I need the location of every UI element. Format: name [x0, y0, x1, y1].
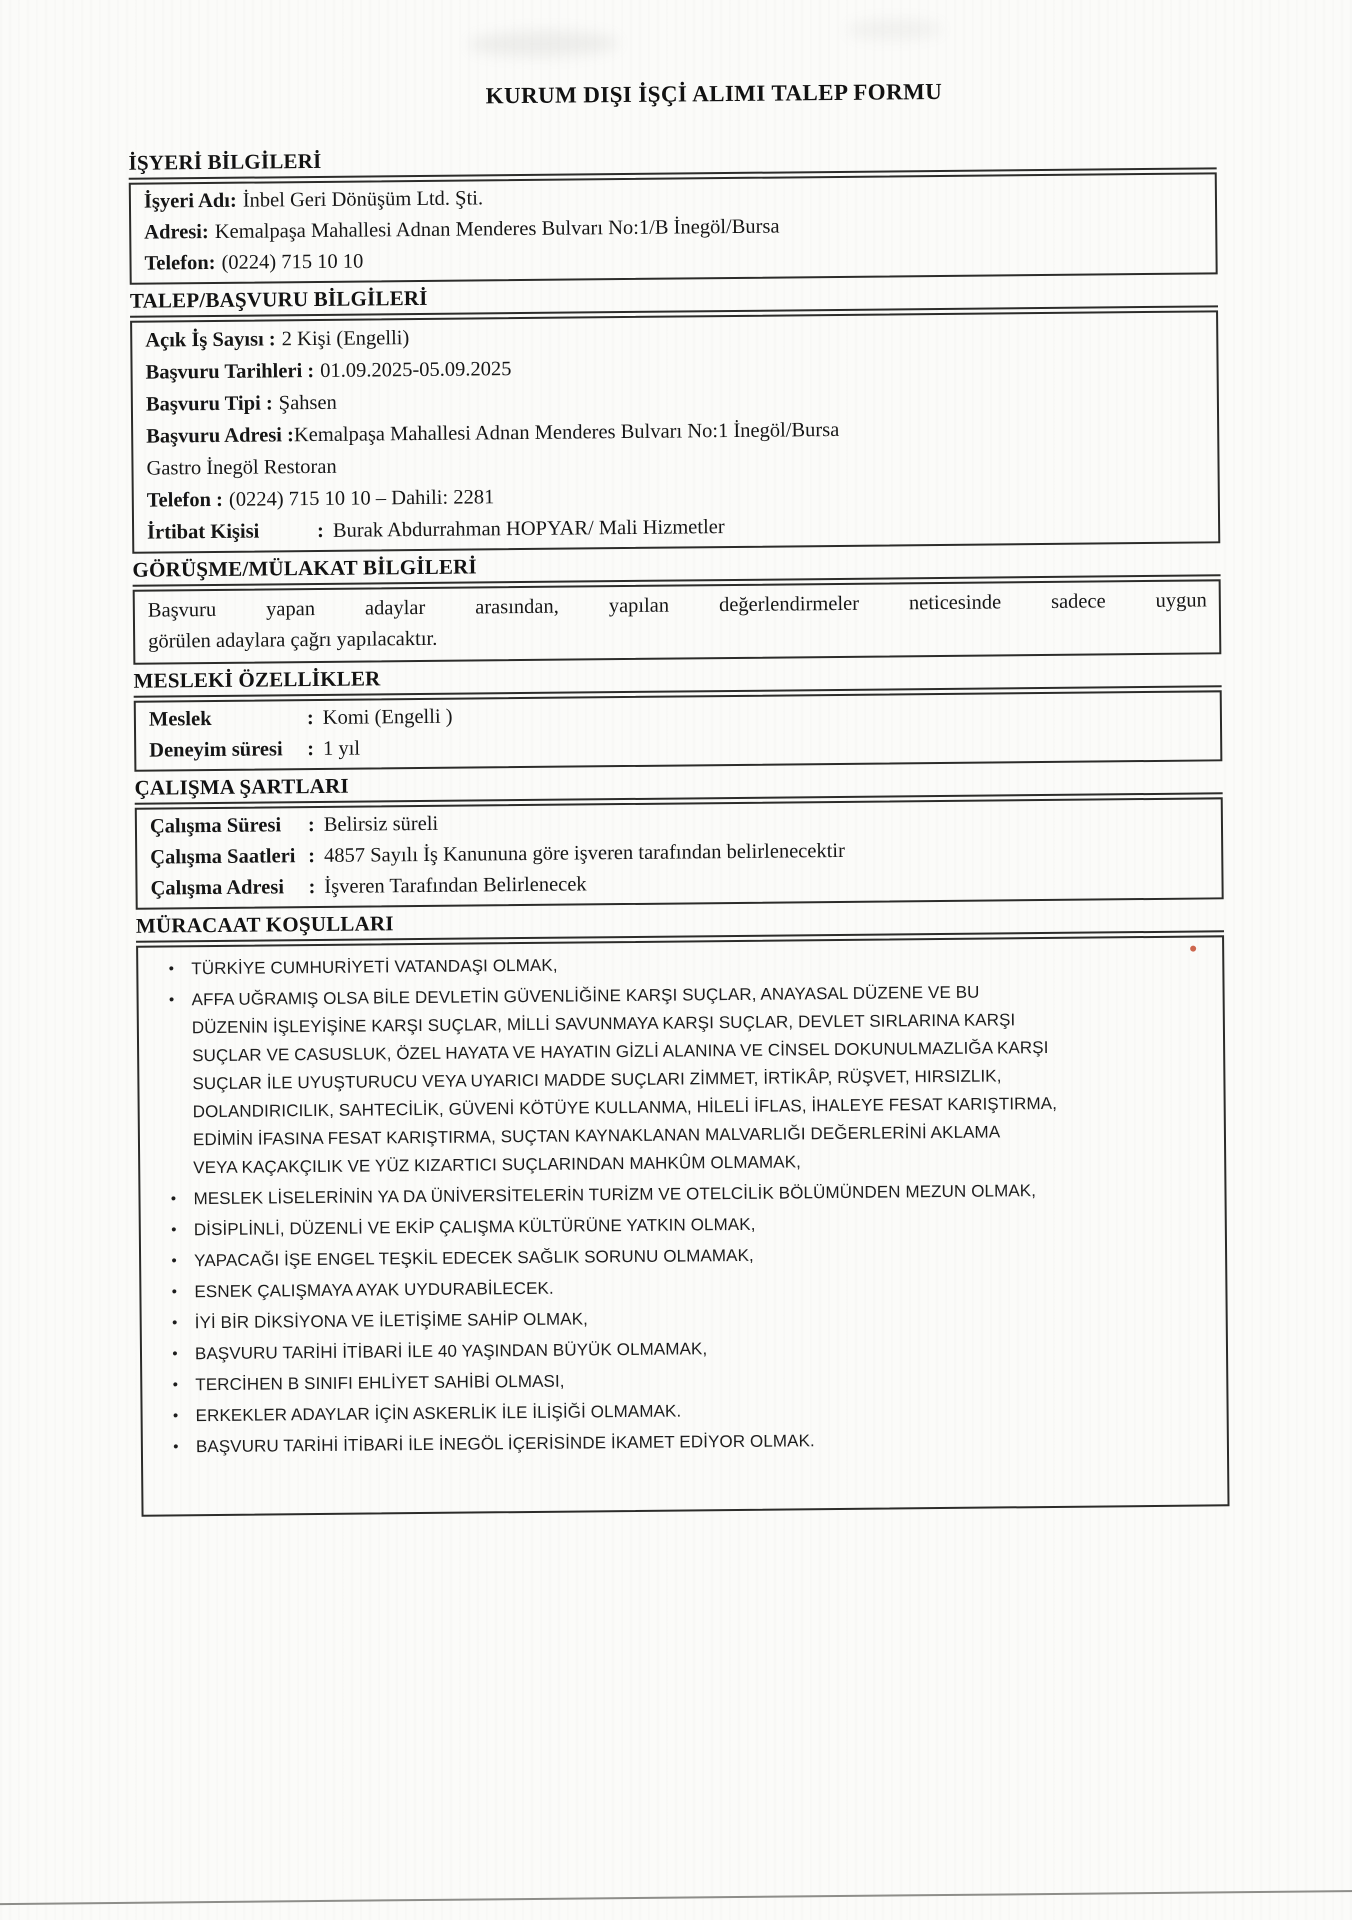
scan-smudge — [846, 19, 942, 40]
field-label: Deneyim süresi — [149, 738, 283, 762]
field-value: 2 Kişi (Engelli) — [281, 327, 410, 351]
field-value: (0224) 715 10 10 — [221, 250, 364, 274]
colon-separator: : — [317, 519, 325, 542]
field-label: Başvuru Adresi : — [146, 424, 295, 448]
list-item: • ESNEK ÇALIŞMAYA AYAK UYDURABİLECEK. — [154, 1268, 1213, 1306]
bullet-icon: • — [171, 1283, 178, 1301]
bullet-icon: • — [171, 1252, 177, 1270]
field-label: Çalışma Adresi — [150, 876, 285, 900]
field-label: Adresi: — [144, 221, 209, 244]
field-value: 01.09.2025-05.09.2025 — [320, 358, 512, 382]
field-label: İşyeri Adı: — [143, 189, 237, 213]
scan-smudge — [468, 30, 618, 57]
field-value: 1 yıl — [322, 737, 361, 760]
bullet-icon: • — [173, 1438, 179, 1456]
field-value: Komi (Engelli ) — [322, 705, 453, 729]
section-box-mesleki — [134, 690, 1223, 771]
page-scan-edge-line — [0, 1890, 1352, 1905]
bullet-icon: • — [168, 991, 175, 1009]
section-box-calisma — [135, 797, 1224, 909]
bullet-icon: • — [171, 1221, 177, 1239]
gorusme-text-line2: görülen adaylara çağrı yapılacaktır. — [148, 627, 438, 653]
colon-separator: : — [307, 738, 315, 761]
requirements-list — [151, 945, 1215, 1461]
field-value: Kemalpaşa Mahallesi Adnan Menderes Bulvarı No:1 İnegöl/Bursa — [293, 418, 840, 447]
section-heading-talep: TALEP/BAŞVURU BİLGİLERİ — [130, 278, 1218, 317]
colon-separator: : — [306, 707, 314, 730]
form-title: KURUM DIŞI İŞÇİ ALIMI TALEP FORMU — [485, 78, 943, 109]
section-box-talep — [130, 310, 1220, 553]
colon-separator: : — [307, 814, 315, 837]
list-item: • TERCİHEN B SINIFI EHLİYET SAHİBİ OLMASI, — [155, 1361, 1214, 1399]
list-item: • DİSİPLİNLİ, DÜZENLİ VE EKİP ÇALIŞMA KÜLTÜRÜNE YATKIN OLMAK, — [154, 1206, 1213, 1244]
field-label: Telefon : — [146, 488, 224, 512]
field-value: Kemalpaşa Mahallesi Adnan Menderes Bulvarı No:1/B İnegöl/Bursa — [214, 215, 780, 243]
bullet-icon: • — [170, 1190, 177, 1208]
section-box-muracaat — [136, 935, 1229, 1516]
list-item: • MESLEK LİSELERİNİN YA DA ÜNİVERSİTELERİN TURİZM VE OTELCİLİK BÖLÜMÜNDEN MEZUN OLMAK, — [153, 1175, 1212, 1213]
bullet-icon: • — [172, 1345, 178, 1363]
list-item: • ERKEKLER ADAYLAR İÇİN ASKERLİK İLE İLİŞİĞİ OLMAMAK. — [155, 1392, 1214, 1430]
field-value: (0224) 715 10 10 – Dahili: 2281 — [228, 486, 495, 511]
bullet-icon: • — [172, 1407, 179, 1425]
field-value: İnbel Geri Dönüşüm Ltd. Şti. — [242, 187, 484, 212]
bullet-icon: • — [171, 1314, 178, 1332]
section-heading-isyeri: İŞYERİ BİLGİLERİ — [128, 140, 1216, 179]
row-basvuru-adresi-devam: Gastro İnegöl Restoran — [146, 455, 337, 480]
list-item: • İYİ BİR DİKSİYONA VE İLETİŞİME SAHİP OLMAK, — [155, 1299, 1214, 1337]
field-label: Başvuru Tarihleri : — [145, 360, 315, 384]
field-label: Çalışma Süresi — [149, 814, 282, 838]
list-item: • YAPACAĞI İŞE ENGEL TEŞKİL EDECEK SAĞLIK SORUNU OLMAMAK, — [154, 1237, 1213, 1275]
gorusme-text-line1: Başvuru yapan adaylar arasından, yapılan değerlendirmeler neticesinde sadece uygun — [147, 589, 1207, 622]
field-label: İrtibat Kişisi — [147, 520, 260, 544]
list-item: • BAŞVURU TARİHİ İTİBARİ İLE İNEGÖL İÇERİSİNDE İKAMET EDİYOR OLMAK. — [156, 1423, 1215, 1461]
field-label: Başvuru Tipi : — [145, 392, 273, 416]
field-value: Belirsiz süreli — [323, 812, 439, 836]
section-heading-gorusme: GÖRÜŞME/MÜLAKAT BİLGİLERİ — [132, 547, 1220, 586]
field-label: Açık İş Sayısı : — [145, 328, 276, 352]
bullet-icon: • — [172, 1376, 179, 1394]
field-label: Meslek — [148, 708, 212, 731]
field-value: Burak Abdurrahman HOPYAR/ Mali Hizmetler — [332, 516, 725, 542]
list-item: • TÜRKİYE CUMHURİYETİ VATANDAŞI OLMAK, — [151, 945, 1210, 983]
section-box-isyeri — [129, 172, 1218, 284]
section-heading-calisma: ÇALIŞMA ŞARTLARI — [134, 765, 1222, 804]
field-label: Çalışma Saatleri — [150, 845, 296, 869]
section-heading-mesleki: MESLEKİ ÖZELLİKLER — [133, 658, 1221, 697]
field-value: İşveren Tarafından Belirlenecek — [324, 873, 587, 898]
form-content — [128, 74, 1230, 1516]
field-label: Telefon: — [144, 251, 216, 275]
scan-ink-dot — [1190, 946, 1196, 952]
list-item: • AFFA UĞRAMIŞ OLSA BİLE DEVLETİN GÜVENLİĞİNE KARŞI SUÇLAR, ANAYASAL DÜZENE VE BU DÜZENİN İŞLEYİŞİNE KARŞI SUÇLAR, MİLLİ SAVUNMAYA KARŞI SUÇLAR, DEVLET SIRLARINA KARŞI SUÇLAR VE CASUSLUK, ÖZEL HAYATA VE HAYATIN GİZLİ ALANINA VE CİNSEL DOKUNULMAZLIĞA KARŞI SUÇLAR İLE UYUŞTURUCU VEYA UYARICI MADDE SUÇLARI ZİMMET, İRTİKÂP, RÜŞVET, HIRSIZLIK, DOLANDIRICILIK, SAHTECİLİK, GÜVENİ KÖTÜYE KULLANMA, HİLELİ İFLAS, İHALEYE FESAT KARIŞTIRMA, EDİMİN İFASINA FESAT KARIŞTIRMA, SUÇTAN KAYNAKLANAN MALVARLIĞI DEĞERLERİNİ AKLAMA VEYA KAÇAKÇILIK VE YÜZ KIZARTICI SUÇLARINDAN MAHKÛM OLMAMAK, — [151, 976, 1212, 1182]
bullet-icon: • — [168, 960, 175, 978]
section-box-gorusme — [133, 579, 1222, 664]
colon-separator: : — [308, 876, 316, 899]
field-value: Şahsen — [278, 391, 337, 415]
section-heading-muracaat: MÜRACAAT KOŞULLARI — [136, 903, 1224, 942]
field-value: 4857 Sayılı İş Kanununa göre işveren tarafından belirlenecektir — [323, 839, 846, 867]
colon-separator: : — [308, 845, 316, 868]
list-item: • BAŞVURU TARİHİ İTİBARİ İLE 40 YAŞINDAN BÜYÜK OLMAMAK, — [155, 1330, 1214, 1368]
